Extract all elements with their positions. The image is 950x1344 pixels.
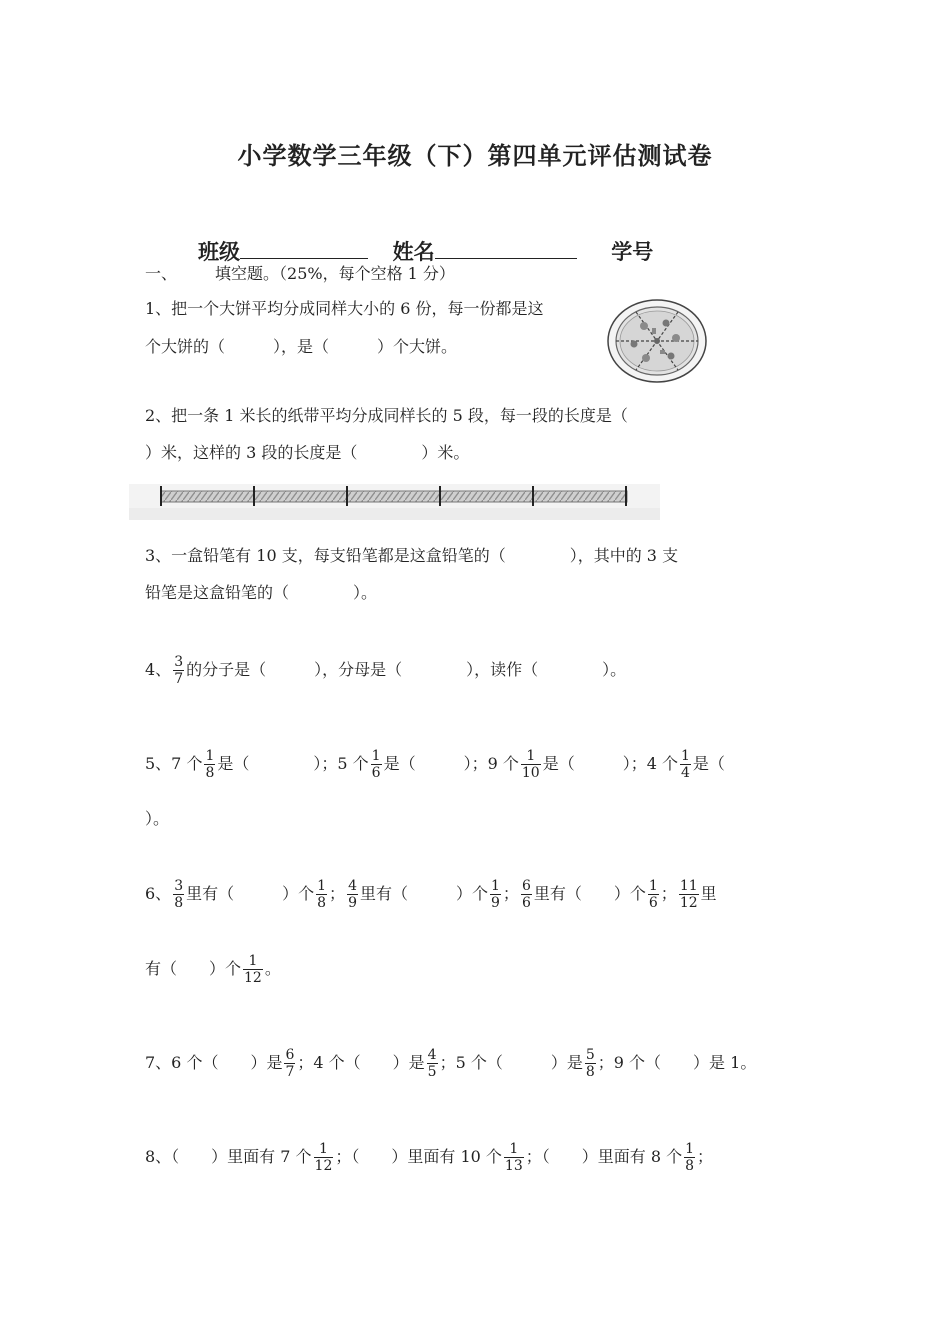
fraction: $\frac{11}{12}$ (679, 878, 698, 911)
question-3-line-2: 铅笔是这盒铅笔的（ ）。 (145, 583, 378, 602)
question-4: 4、 $\frac{3}{7}$ 的分子是（ ），分母是（ ），读作（ ）。 (145, 654, 627, 687)
fraction: $\frac{1}{9}$ (491, 878, 500, 911)
fraction: $\frac{1}{4}$ (680, 748, 690, 781)
question-7: 7、6 个（ ）是 $\frac{6}{7}$ ；4 个（ ）是 $\frac{4}{5}$ ；5 个（ ）是 $\frac{5}{8}$ ；9 个（ ）是 1。 (145, 1047, 757, 1080)
section-one-heading (145, 263, 455, 285)
class-blank[interactable] (240, 238, 368, 259)
question-6-line-2: 有（ ）个 $\frac{1}{12}$ 。 (145, 953, 281, 986)
question-2-line-2: ）米，这样的 3 段的长度是（ ）米。 (145, 443, 470, 462)
fraction: $\frac{6}{6}$ (521, 878, 531, 911)
paper-strip-image (129, 484, 660, 520)
fraction: $\frac{1}{6}$ (371, 748, 381, 781)
question-1-line-2: 个大饼的（ ），是（ ）个大饼。 (145, 337, 458, 356)
fraction: $\frac{6}{7}$ (285, 1047, 295, 1080)
name-blank[interactable] (435, 238, 577, 259)
fraction: $\frac{1}{13}$ (504, 1141, 523, 1174)
class-label: 班级 (198, 239, 240, 264)
fraction: $\frac{5}{8}$ (585, 1047, 595, 1080)
id-label: 学号 (611, 239, 654, 264)
fraction: $\frac{4}{5}$ (427, 1047, 437, 1080)
question-6-line-1: 6、 $\frac{3}{8}$ 里有（ ）个 $\frac{1}{8}$ ； $\frac{4}{9}$ 里有（ ）个 $\frac{1}{9}$ ； $\frac{6}{6}$ 里有（ ）个 $\frac{1}{6}$ ； $\frac{11}{12}$ 里 (145, 878, 717, 911)
student-info-header (198, 236, 653, 266)
fraction: $\frac{1}{6}$ (648, 878, 658, 911)
question-5-line-2: ）。 (145, 809, 170, 828)
fraction: $\frac{1}{8}$ (205, 748, 215, 781)
pizza-image (606, 298, 708, 384)
question-8: 8、（ ）里面有 7 个 $\frac{1}{12}$ ；（ ）里面有 10 个 $\frac{1}{13}$ ；（ ）里面有 8 个 $\frac{1}{8}$ ； (145, 1141, 714, 1174)
question-1-line-1: 1、把一个大饼平均分成同样大小的 6 份，每一份都是这 (145, 299, 544, 318)
name-label: 姓名 (392, 239, 435, 264)
fraction: $\frac{1}{12}$ (314, 1141, 333, 1174)
page-title: 小学数学三年级（下）第四单元评估测试卷 (237, 141, 713, 170)
fraction: $\frac{1}{8}$ (317, 878, 327, 911)
section-label: 填空题。（25%，每个空格 1 分） (215, 264, 455, 283)
question-5-line-1: 5、7 个 $\frac{1}{8}$ 是（ ）；5 个 $\frac{1}{6}$ 是（ ）；9 个 $\frac{1}{10}$ 是（ ）；4 个 $\frac{1}{4}$ 是（ (145, 748, 725, 781)
question-2-line-1: 2、把一条 1 米长的纸带平均分成同样长的 5 段，每一段的长度是（ (145, 406, 628, 425)
section-number: 一、 (145, 264, 178, 283)
fraction: $\frac{3}{7}$ (174, 654, 184, 687)
fraction: $\frac{1}{12}$ (244, 953, 262, 986)
fraction: $\frac{1}{10}$ (521, 748, 540, 781)
fraction: $\frac{1}{8}$ (685, 1141, 695, 1174)
fraction: $\frac{4}{9}$ (348, 878, 357, 911)
question-3-line-1: 3、一盒铅笔有 10 支，每支铅笔都是这盒铅笔的（ ），其中的 3 支 (145, 546, 679, 565)
fraction: $\frac{3}{8}$ (174, 878, 184, 911)
